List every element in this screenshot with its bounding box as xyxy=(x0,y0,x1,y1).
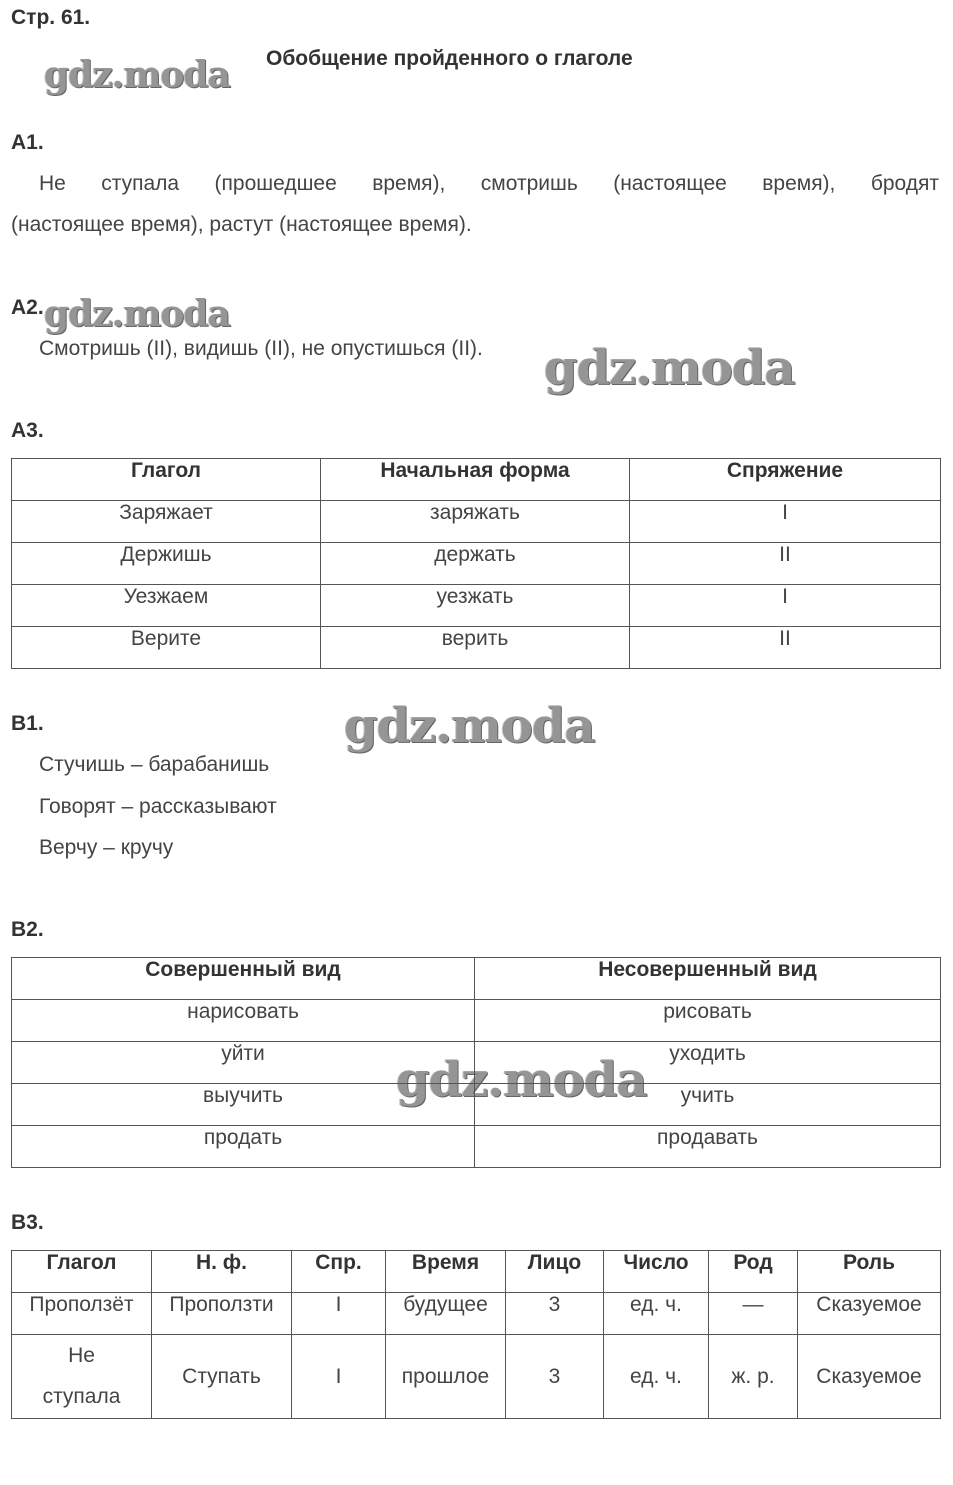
table-cell: Заряжает xyxy=(12,501,321,543)
table-cell: продать xyxy=(12,1126,475,1168)
table-cell: ж. р. xyxy=(709,1335,798,1419)
table-header-row xyxy=(12,459,941,501)
table-cell: верить xyxy=(321,627,630,669)
table-row xyxy=(12,585,941,627)
table-cell: уезжать xyxy=(321,585,630,627)
table-cell: Ступать xyxy=(152,1335,292,1419)
table-cell: I xyxy=(630,501,941,543)
watermark-logo: gdz.moda xyxy=(44,293,230,335)
header-cell: Н. ф. xyxy=(152,1251,292,1293)
table-cell: продавать xyxy=(475,1126,941,1168)
table-cell: 3 xyxy=(506,1335,604,1419)
cut-off-row xyxy=(11,1418,939,1424)
table-cell: Проползёт xyxy=(12,1293,152,1335)
table-cell: Сказуемое xyxy=(798,1335,941,1419)
verb-line-1: Не xyxy=(68,1344,95,1367)
b2-table xyxy=(11,957,941,1168)
table-cell: прошлое xyxy=(386,1335,506,1419)
table-cell: I xyxy=(292,1293,386,1335)
table-row xyxy=(12,1084,941,1126)
a1-line-1: Не ступала (прошедшее время), смотришь (настоящее время), бродят xyxy=(39,172,939,195)
b3-table xyxy=(11,1250,941,1419)
table-cell: выучить xyxy=(12,1084,475,1126)
table-cell: — xyxy=(709,1293,798,1335)
table-cell: нарисовать xyxy=(12,1000,475,1042)
table-cell: Уезжаем xyxy=(12,585,321,627)
table-row xyxy=(12,501,941,543)
watermark-logo: gdz.moda xyxy=(544,340,795,396)
table-header-row xyxy=(12,1251,941,1293)
a3-table xyxy=(11,458,941,669)
table-cell: II xyxy=(630,627,941,669)
section-label-a1: А1. xyxy=(11,131,44,154)
table-cell: Верите xyxy=(12,627,321,669)
table-row xyxy=(12,627,941,669)
table-header-row xyxy=(12,958,941,1000)
table-cell: уйти xyxy=(12,1042,475,1084)
table-row xyxy=(12,543,941,585)
table-cell xyxy=(12,1335,152,1419)
header-cell: Спр. xyxy=(292,1251,386,1293)
header-cell: Роль xyxy=(798,1251,941,1293)
verb-line-2: ступала xyxy=(42,1385,121,1408)
a1-answer xyxy=(11,163,939,245)
a1-line-2: (настоящее время), растут (настоящее время). xyxy=(11,213,472,236)
table-row xyxy=(12,1335,941,1419)
watermark-logo: gdz.moda xyxy=(396,1052,647,1108)
table-cell: I xyxy=(630,585,941,627)
section-label-b1: В1. xyxy=(11,712,44,735)
header-cell: Спряжение xyxy=(630,459,941,501)
table-cell: 3 xyxy=(506,1293,604,1335)
table-row xyxy=(12,1293,941,1335)
section-label-a3: А3. xyxy=(11,419,44,442)
header-cell: Число xyxy=(604,1251,709,1293)
b1-line-1: Стучишь – барабанишь xyxy=(39,753,270,776)
table-row xyxy=(12,1126,941,1168)
table-cell: Сказуемое xyxy=(798,1293,941,1335)
watermark-logo: gdz.moda xyxy=(344,698,595,754)
header-cell: Глагол xyxy=(12,459,321,501)
b1-line-2: Говорят – рассказывают xyxy=(39,795,277,818)
watermark-logo: gdz.moda xyxy=(44,54,230,96)
table-row xyxy=(12,1000,941,1042)
section-label-a2: А2. xyxy=(11,296,44,319)
table-cell: ед. ч. xyxy=(604,1293,709,1335)
table-cell: I xyxy=(292,1335,386,1419)
table-cell: II xyxy=(630,543,941,585)
table-cell: рисовать xyxy=(475,1000,941,1042)
header-cell: Начальная форма xyxy=(321,459,630,501)
header-cell: Род xyxy=(709,1251,798,1293)
table-cell: учить xyxy=(475,1084,941,1126)
table-row xyxy=(12,1042,941,1084)
b1-line-3: Верчу – кручу xyxy=(39,836,174,859)
header-cell: Несовершенный вид xyxy=(475,958,941,1000)
page-label: Стр. 61. xyxy=(11,6,91,29)
section-label-b2: В2. xyxy=(11,918,44,941)
page-title: Обобщение пройденного о глаголе xyxy=(266,47,633,70)
header-cell: Время xyxy=(386,1251,506,1293)
section-label-b3: В3. xyxy=(11,1211,44,1234)
header-cell: Глагол xyxy=(12,1251,152,1293)
table-cell: держать xyxy=(321,543,630,585)
table-cell: ед. ч. xyxy=(604,1335,709,1419)
table-cell: Проползти xyxy=(152,1293,292,1335)
table-cell: уходить xyxy=(475,1042,941,1084)
header-cell: Совершенный вид xyxy=(12,958,475,1000)
header-cell: Лицо xyxy=(506,1251,604,1293)
table-cell: Держишь xyxy=(12,543,321,585)
a2-answer: Смотришь (II), видишь (II), не опустишься (II). xyxy=(39,337,483,360)
table-cell: заряжать xyxy=(321,501,630,543)
table-cell: будущее xyxy=(386,1293,506,1335)
